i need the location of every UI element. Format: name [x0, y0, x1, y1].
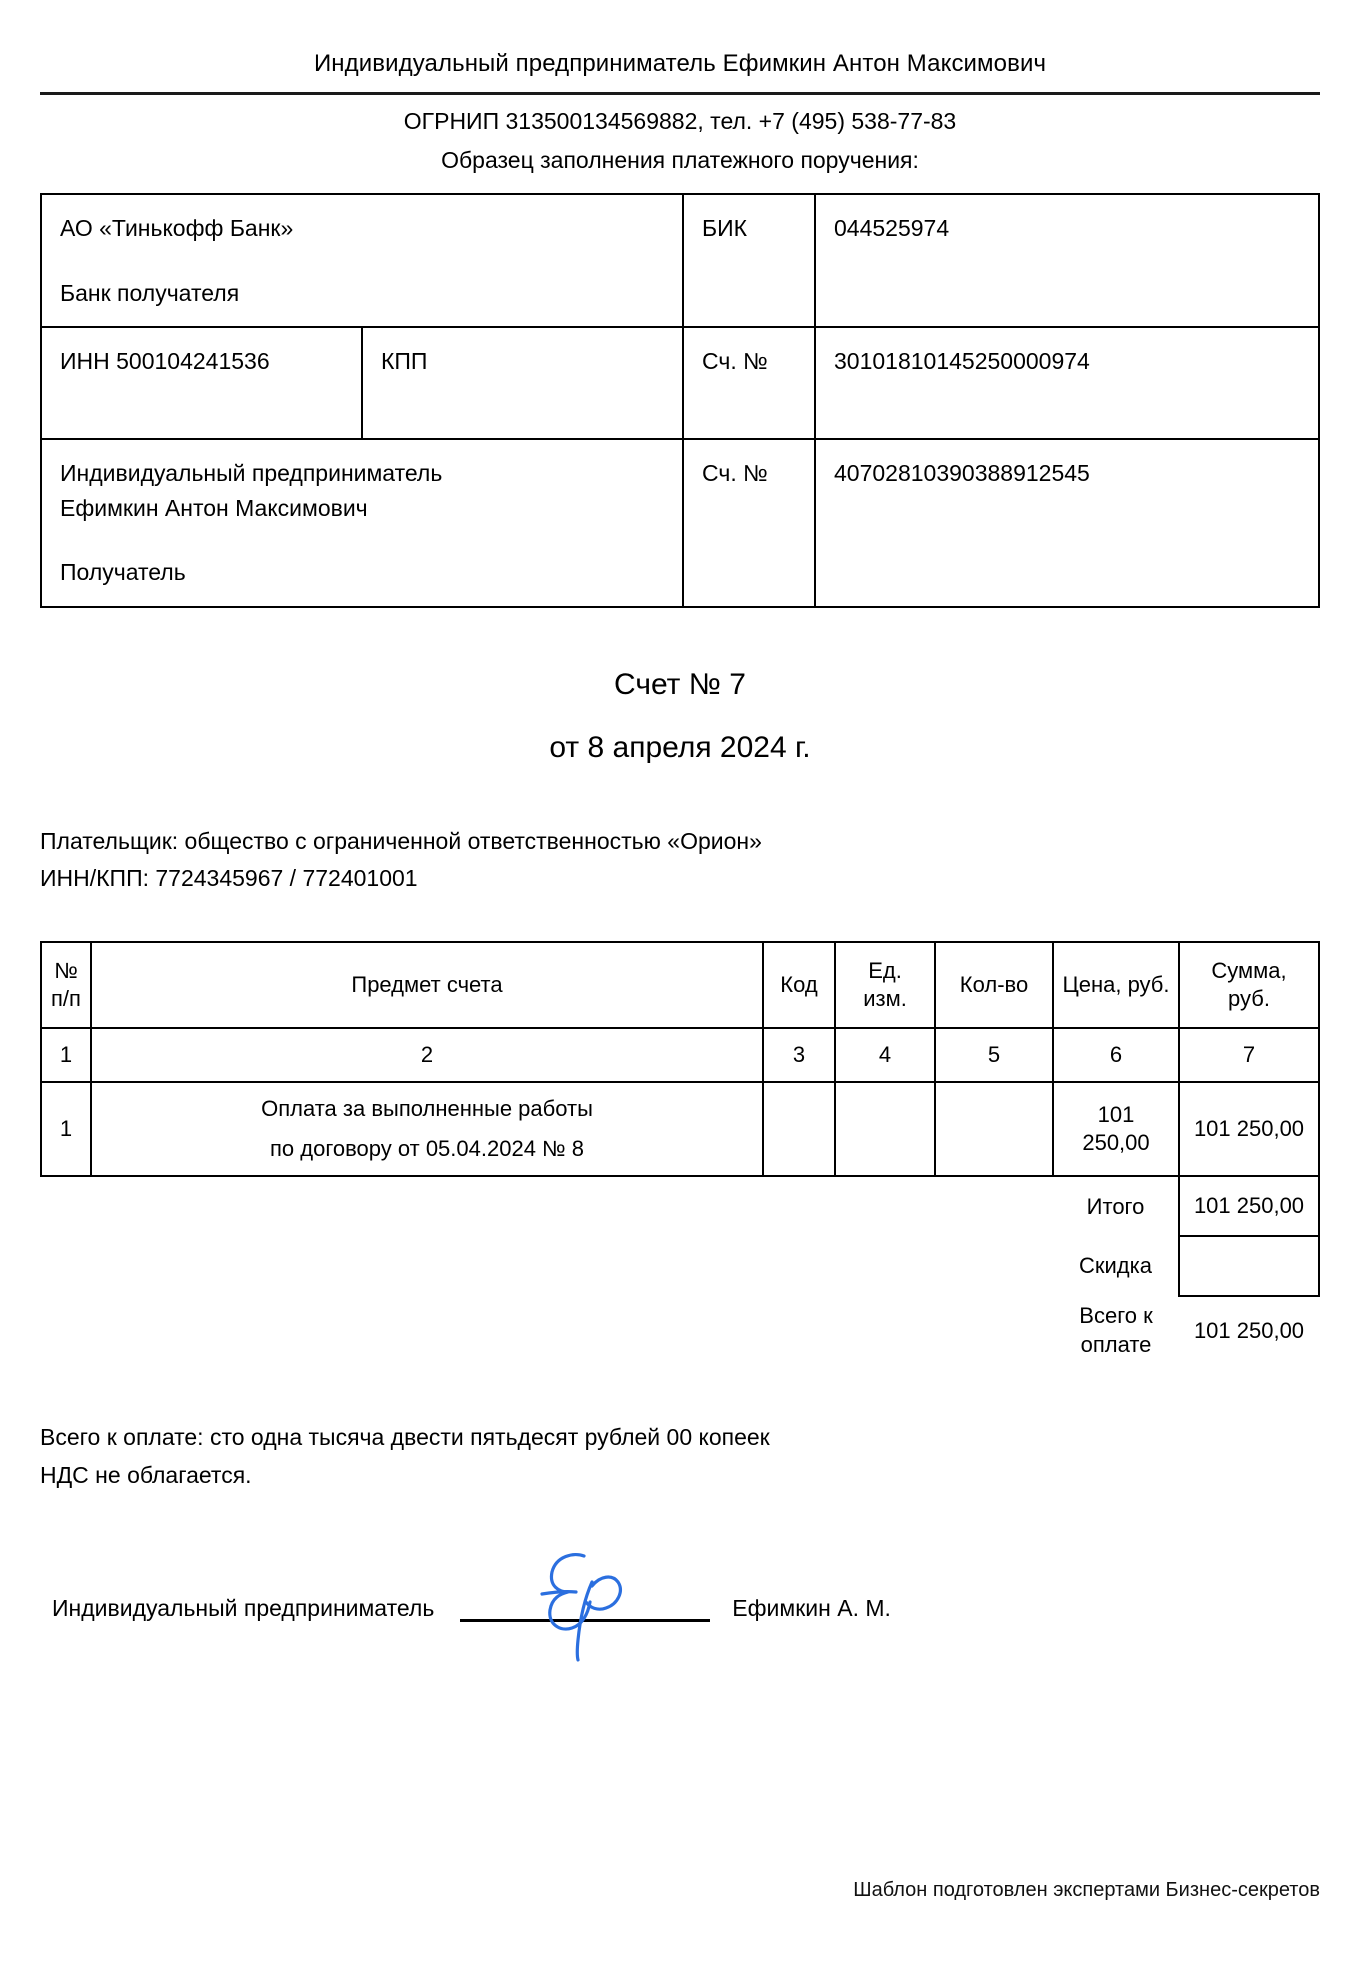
col-num-2: 2 — [91, 1028, 763, 1082]
vat-note: НДС не облагается. — [40, 1461, 252, 1488]
bank-name-cell — [41, 194, 683, 327]
col-header-subject: Предмет счета — [91, 942, 763, 1028]
grand-total-label: Всего к оплате — [1079, 1303, 1153, 1357]
col-header-sum: Сумма, руб. — [1179, 942, 1319, 1028]
amount-in-words: Всего к оплате: сто одна тысяча двести пятьдесят рублей 00 копеек — [40, 1424, 770, 1451]
row-sum: 101 250,00 — [1179, 1082, 1319, 1176]
row-subject — [91, 1082, 763, 1176]
bank-name: АО «Тинькофф Банк» — [60, 215, 294, 242]
invoice-items-table — [40, 941, 1320, 1365]
row-no: 1 — [41, 1082, 91, 1176]
recipient-account-label: Сч. № — [683, 439, 815, 607]
invoice-date: от 8 апреля 2024 г. — [549, 731, 811, 765]
col-header-unit: Ед. изм. — [835, 942, 935, 1028]
signature-row — [40, 1564, 1320, 1622]
col-header-price: Цена, руб. — [1053, 942, 1179, 1028]
recipient-label: Получатель — [60, 559, 186, 586]
bank-recipient-label: Банк получателя — [60, 279, 240, 306]
grand-total-value: 101 250,00 — [1193, 1318, 1305, 1344]
col-num-3: 3 — [763, 1028, 835, 1082]
totals-row-discount — [41, 1236, 1319, 1296]
signature-slot — [460, 1564, 710, 1622]
handwritten-signature-icon — [512, 1542, 662, 1662]
col-num-4: 4 — [835, 1028, 935, 1082]
col-num-5: 5 — [935, 1028, 1053, 1082]
payer-block — [40, 823, 1320, 898]
total-value: 101 250,00 — [1179, 1176, 1319, 1236]
payer-name: Плательщик: общество с ограниченной ответственностью «Орион» — [40, 827, 762, 854]
table-row — [41, 194, 1319, 327]
discount-label: Скидка — [1079, 1253, 1152, 1278]
col-header-no-line1: № — [54, 957, 78, 983]
header-divider — [40, 92, 1320, 95]
template-credit: Шаблон подготовлен экспертами Бизнес-секретов — [853, 1879, 1320, 1901]
row-code — [763, 1082, 835, 1176]
signature-line — [460, 1619, 710, 1622]
bank-details-table — [40, 193, 1320, 608]
recipient-account-value: 40702810390388912545 — [815, 439, 1319, 607]
recipient-cell — [41, 439, 683, 607]
recipient-name-line1: Индивидуальный предприниматель — [60, 460, 443, 487]
table-row — [41, 1082, 1319, 1176]
col-header-no — [41, 942, 91, 1028]
corr-account-label: Сч. № — [683, 327, 815, 439]
table-header-row — [41, 942, 1319, 1028]
bik-value: 044525974 — [815, 194, 1319, 327]
corr-account-value: 30101810145250000974 — [815, 327, 1319, 439]
col-num-7: 7 — [1179, 1028, 1319, 1082]
row-qty — [935, 1082, 1053, 1176]
registration-line: ОГРНИП 313500134569882, тел. +7 (495) 538-77-83 — [403, 107, 957, 134]
bik-label: БИК — [683, 194, 815, 327]
recipient-name-line2: Ефимкин Антон Максимович — [60, 494, 368, 521]
totals-row-total — [41, 1176, 1319, 1236]
invoice-title: Счет № 7 — [614, 667, 746, 701]
col-num-6: 6 — [1053, 1028, 1179, 1082]
row-unit — [835, 1082, 935, 1176]
inn-label: ИНН 500104241536 — [41, 327, 362, 439]
kpp-label: КПП — [362, 327, 683, 439]
col-header-no-line2: п/п — [51, 986, 81, 1012]
discount-value — [1179, 1236, 1319, 1296]
signature-name: Ефимкин А. М. — [732, 1594, 891, 1621]
payment-order-sample-label: Образец заполнения платежного поручения: — [441, 146, 919, 173]
summary-block — [40, 1419, 1320, 1494]
payer-inn-kpp: ИНН/КПП: 7724345967 / 772401001 — [40, 865, 418, 892]
row-subject-line1: Оплата за выполненные работы — [261, 1095, 593, 1121]
signature-role: Индивидуальный предприниматель — [52, 1594, 435, 1621]
table-row — [41, 439, 1319, 607]
row-price: 101 250,00 — [1053, 1082, 1179, 1176]
table-column-number-row — [41, 1028, 1319, 1082]
totals-row-grand — [41, 1296, 1319, 1365]
row-subject-line2: по договору от 05.04.2024 № 8 — [270, 1136, 584, 1162]
col-header-qty: Кол-во — [935, 942, 1053, 1028]
col-num-1: 1 — [41, 1028, 91, 1082]
entrepreneur-title: Индивидуальный предприниматель Ефимкин Антон Максимович — [313, 50, 1047, 77]
total-label: Итого — [1086, 1193, 1145, 1219]
col-header-code: Код — [763, 942, 835, 1028]
table-row — [41, 327, 1319, 439]
